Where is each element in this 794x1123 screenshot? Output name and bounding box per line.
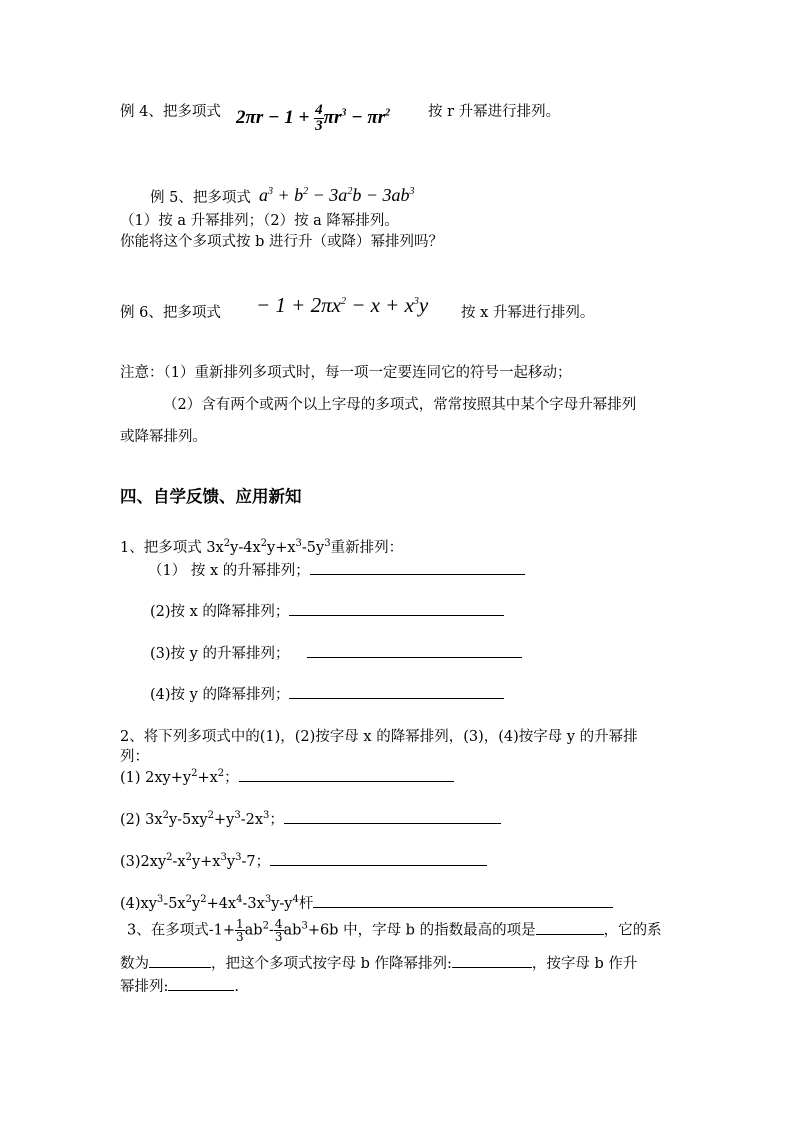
answer-blank[interactable] xyxy=(310,573,525,575)
example-5-line2: （1）按 a 升幂排列；（2）按 a 降幂排列。 xyxy=(120,213,399,229)
q3-line-3: 幂排列: . xyxy=(120,979,239,995)
q2-item-3: $(3)2xy^2-x^2y+x^3y^3-7$； xyxy=(120,853,487,871)
example-6-label: 例 6、把多项式 xyxy=(120,305,221,321)
example-5-line3: 你能将这个多项式按 b 进行升（或降）幂排列吗？ xyxy=(120,234,443,250)
answer-blank[interactable] xyxy=(536,933,604,935)
q2-line-2: 列： xyxy=(120,749,149,765)
note-line-3: 或降幂排列。 xyxy=(120,429,207,445)
q2-item-4: $(4)xy^3-5x^2y^2+4x^4-3x^3y-y^4$杆 xyxy=(120,895,613,913)
example-4-label: 例 4、把多项式 xyxy=(120,104,221,120)
q2-line-1: 2、将下列多项式中的(1)，(2)按字母 x 的降幂排列，(3)，(4)按字母 y 的升幂排 xyxy=(120,729,638,745)
example-6 xyxy=(120,304,221,322)
q1-part-4: (4)按 y 的降幂排列； xyxy=(150,686,504,704)
fraction-4-3: $\frac{4}{3}$ xyxy=(315,102,323,134)
example-6-formula: − $1 + 2\pi x^2 - x + x^3y$ xyxy=(256,293,429,317)
answer-blank[interactable] xyxy=(284,822,501,824)
example-4 xyxy=(120,103,221,121)
q2-item-2: (2) $3x^2y-5xy^2+y^3-2x^3$； xyxy=(120,811,501,829)
answer-blank[interactable] xyxy=(307,656,522,658)
note-line-2: （2）含有两个或两个以上字母的多项式，常常按照其中某个字母升幂排列 xyxy=(163,397,637,413)
fraction-4-3: $\frac{4}{3}$ xyxy=(274,917,283,944)
answer-blank[interactable] xyxy=(289,697,504,699)
q2-item-1: (1) $2xy+y^2+x^2$； xyxy=(120,769,454,787)
section-4-title: 四、自学反馈、应用新知 xyxy=(120,487,302,506)
q1-part-2: (2)按 x 的降幂排列； xyxy=(150,603,504,621)
example-5 xyxy=(150,189,251,207)
note-line-1: 注意：（1）重新排列多项式时，每一项一定要连同它的符号一起移动； xyxy=(120,365,572,381)
answer-blank[interactable] xyxy=(313,906,613,908)
example-6-tail: 按 x 升幂进行排列。 xyxy=(461,305,595,321)
example-5-formula: $a^3 + b^2 - 3a^2b - 3ab^3$ xyxy=(259,185,415,205)
answer-blank[interactable] xyxy=(168,989,234,991)
answer-blank[interactable] xyxy=(149,966,211,968)
example-4-tail: 按 r 升幂进行排列。 xyxy=(428,104,561,120)
answer-blank[interactable] xyxy=(452,966,532,968)
q3-line-2: 数为 ，把这个多项式按字母 b 作降幂排列: ，按字母 b 作升 xyxy=(120,956,638,972)
q1-part-3: (3)按 y 的升幂排列； xyxy=(150,645,522,663)
example-5-label: 例 5、把多项式 xyxy=(150,190,251,206)
answer-blank[interactable] xyxy=(270,864,487,866)
answer-blank[interactable] xyxy=(239,780,454,782)
q3-line-1: 3、在多项式-1+ $\frac{1}{3}$ $ab^2-$ $\frac{4}{3}$ $ab^3+6b$ 中，字母 b 的指数最高的项是 ，它的系 xyxy=(127,917,662,944)
q1-intro: 1、把多项式 $3x^2y-4x^2y+x^3-5y^3$重新排列： xyxy=(120,538,404,556)
example-4-formula: 2πr − 1 + $\frac{4}{3}$ $\pi r^3 - \pi r^2$ xyxy=(236,102,391,134)
fraction-1-3: $\frac{1}{3}$ xyxy=(236,917,244,944)
q1-part-1: （1） 按 x 的升幂排列； xyxy=(148,562,525,580)
answer-blank[interactable] xyxy=(289,614,504,616)
